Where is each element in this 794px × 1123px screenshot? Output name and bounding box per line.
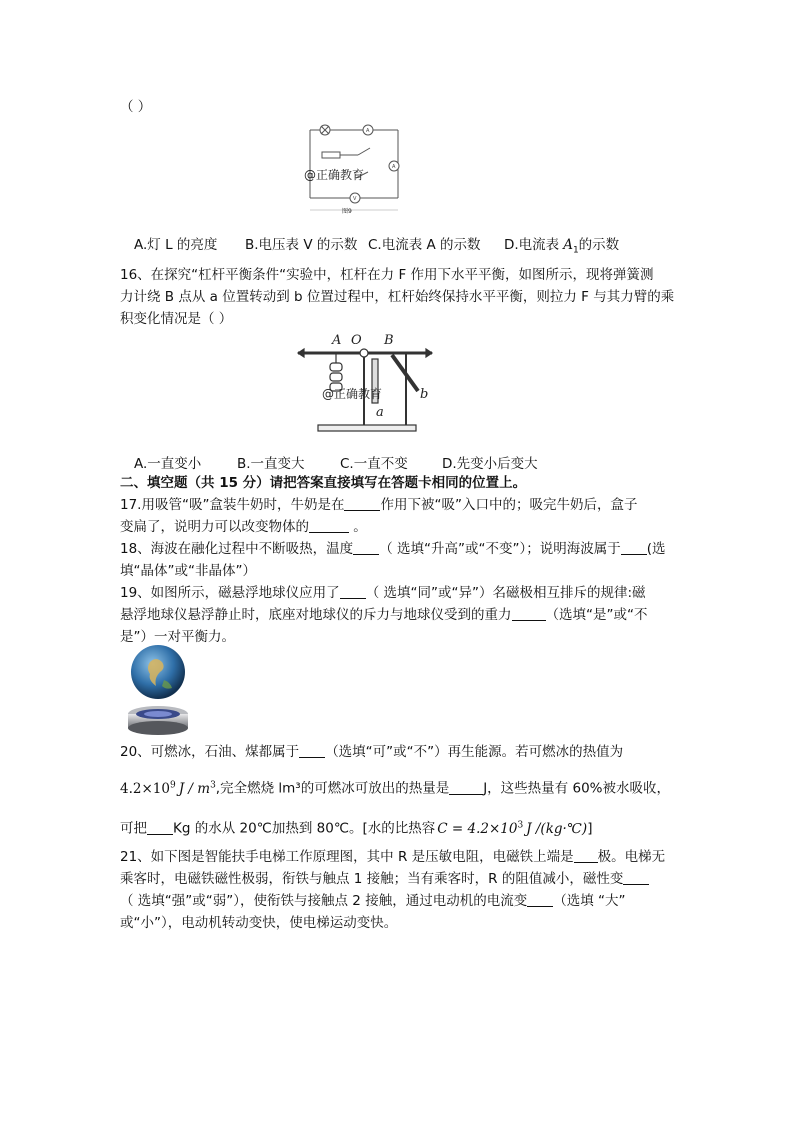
q19-text-2: （ 选填“同”或“异”）名磁极相互排斥的规律:磁 xyxy=(365,585,646,601)
maglev-globe-graphic xyxy=(120,642,196,738)
q15-option-c: C.电流表 A 的示数 xyxy=(368,237,481,253)
q21-line-2 xyxy=(120,868,649,890)
q16-label-b: b xyxy=(420,387,429,402)
q21-text-3: 乘客时，电磁铁磁性极弱，衔铁与触点 1 接触；当有乘客时，R 的阻值减小，磁性变 xyxy=(120,871,624,887)
q16-fig-watermark: @正确教育 xyxy=(322,387,383,401)
q15-option-d-prefix: D.电流表 xyxy=(504,237,560,253)
svg-text:A: A xyxy=(392,164,396,170)
q20-blank-1 xyxy=(299,743,325,758)
q16-option-d: D.先变小后变大 xyxy=(442,456,538,472)
q20-line-1 xyxy=(120,741,623,763)
q19-text-1: 19、如图所示，磁悬浮地球仪应用了 xyxy=(120,585,340,601)
q15-option-d-symbol: A xyxy=(563,237,573,253)
q16-label-a: a xyxy=(376,405,384,420)
q16-line-2: 力计绕 B 点从 a 位置转动到 b 位置过程中，杠杆始终保持水平平衡，则拉力 F 与其力臂的乘 xyxy=(120,289,675,305)
q20-text-6: Kg 的水从 20℃加热到 80℃。[水的比热容 xyxy=(173,820,436,837)
q21-line-4: 或“小”），电动机转动变快，使电梯运动变快。 xyxy=(120,915,398,931)
q16-label-O: O xyxy=(351,333,362,348)
q19-line-2 xyxy=(120,604,647,626)
q16-label-A: A xyxy=(332,333,342,348)
q19-line-1 xyxy=(120,582,646,604)
q17-blank-2 xyxy=(309,518,349,533)
q21-blank-1 xyxy=(574,848,598,863)
maglev-globe-image xyxy=(120,642,196,738)
q20-blank-2 xyxy=(449,780,483,795)
q20-heat-value xyxy=(120,781,216,797)
q16-option-b: B.一直变大 xyxy=(237,456,305,472)
svg-text:V: V xyxy=(353,196,357,202)
svg-text:A: A xyxy=(366,128,370,134)
q16-option-c: C.一直不变 xyxy=(340,456,408,472)
q20-text-1: 20、可燃冰，石油、煤都属于 xyxy=(120,744,300,760)
q15-option-d-sub: 1 xyxy=(572,245,579,256)
q17-text-4: 。 xyxy=(349,519,367,535)
q20-blank-3 xyxy=(147,820,173,835)
q18-line-1 xyxy=(120,538,666,560)
q15-option-b: B.电压表 V 的示数 xyxy=(245,237,358,253)
q17-text-1: 17.用吸管“吸”盒装牛奶时，牛奶是在 xyxy=(120,497,345,513)
q21-blank-2 xyxy=(623,870,649,885)
q19-text-4: （选填“是”或“不 xyxy=(545,607,648,623)
q18-text-3: (选 xyxy=(646,541,666,557)
q21-text-4: （ 选填“强”或“弱”），使衔铁与接触点 2 接触，通过电动机的电流变 xyxy=(120,893,528,909)
q20-text-3: ,完全燃烧 lm³的可燃冰可放出的热量是 xyxy=(215,780,450,797)
q19-blank-1 xyxy=(340,584,366,599)
q18-blank-2 xyxy=(621,540,647,555)
q19-text-3: 悬浮地球仪悬浮静止时，底座对地球仪的斥力与地球仪受到的重力 xyxy=(120,607,512,623)
q17-line-2 xyxy=(120,516,367,538)
q21-line-3 xyxy=(120,890,625,912)
q16-label-B: B xyxy=(384,333,394,348)
q21-line-1 xyxy=(120,846,665,868)
q15-circuit-figure xyxy=(300,118,410,218)
q15-option-a: A.灯 L 的亮度 xyxy=(134,237,218,253)
q21-text-1: 21、如下图是智能扶手电梯工作原理图，其中 R 是压敏电阻，电磁铁上端是 xyxy=(120,849,574,865)
q16-lever-figure xyxy=(296,333,436,438)
q19-blank-2 xyxy=(512,606,546,621)
q21-blank-3 xyxy=(527,892,553,907)
q19-line-3: 是”）一对平衡力。 xyxy=(120,629,235,645)
q18-blank-1 xyxy=(353,540,379,555)
q21-text-5: （选填 “大” xyxy=(553,893,626,909)
q20-line-2 xyxy=(120,774,670,800)
q18-text-2: （ 选填“升高”或“不变”）；说明海波属于 xyxy=(379,541,621,557)
q20-heat-coef: 4.2×10 xyxy=(120,780,170,797)
q15-fig-small-label: 图9 xyxy=(342,208,352,215)
q15-fig-watermark: @正确教育 xyxy=(304,168,365,182)
q20-heat-unit-exp: 3 xyxy=(210,780,216,790)
q15-option-d xyxy=(504,233,619,256)
q20-line-3 xyxy=(120,814,592,840)
q20-c-formula xyxy=(437,821,587,837)
q20-c-exp: 3 xyxy=(517,820,524,830)
q18-line-2: 填“晶体”或“非晶体”） xyxy=(120,563,256,579)
q17-line-1 xyxy=(120,494,637,516)
q20-c-coef: C = 4.2×10 xyxy=(437,820,518,837)
q20-text-7: ] xyxy=(587,820,593,837)
q15-option-d-suffix: 的示数 xyxy=(578,237,620,253)
q17-text-3: 变扁了，说明力可以改变物体的 xyxy=(120,519,309,535)
q20-c-unit: J /(kg·℃) xyxy=(526,820,588,837)
q16-line-3: 积变化情况是（ ） xyxy=(120,311,233,327)
q16-line-1: 16、在探究“杠杆平衡条件“实验中，杠杆在力 F 作用下水平平衡，如图所示，现将弹簧测 xyxy=(120,267,654,283)
q20-heat-unit: J / m xyxy=(178,780,211,797)
q20-text-5: 可把 xyxy=(120,820,147,837)
section-2-title: 二、填空题（共 15 分）请把答案直接填写在答题卡相同的位置上。 xyxy=(120,475,527,491)
q15-answer-paren: （ ） xyxy=(120,99,152,115)
q18-text-1: 18、海波在融化过程中不断吸热，温度 xyxy=(120,541,354,557)
q20-text-4: J，这些热量有 60%被水吸收， xyxy=(483,780,670,797)
q17-text-2: 作用下被“吸”入口中的；吸完牛奶后，盒子 xyxy=(380,497,638,513)
q17-blank-1 xyxy=(344,496,380,511)
q20-heat-exp: 9 xyxy=(169,780,176,790)
q21-text-2: 极。电梯无 xyxy=(597,849,666,865)
q20-text-2: （选填“可”或“不”）再生能源。若可燃冰的热值为 xyxy=(325,744,624,760)
q16-option-a: A.一直变小 xyxy=(134,456,202,472)
